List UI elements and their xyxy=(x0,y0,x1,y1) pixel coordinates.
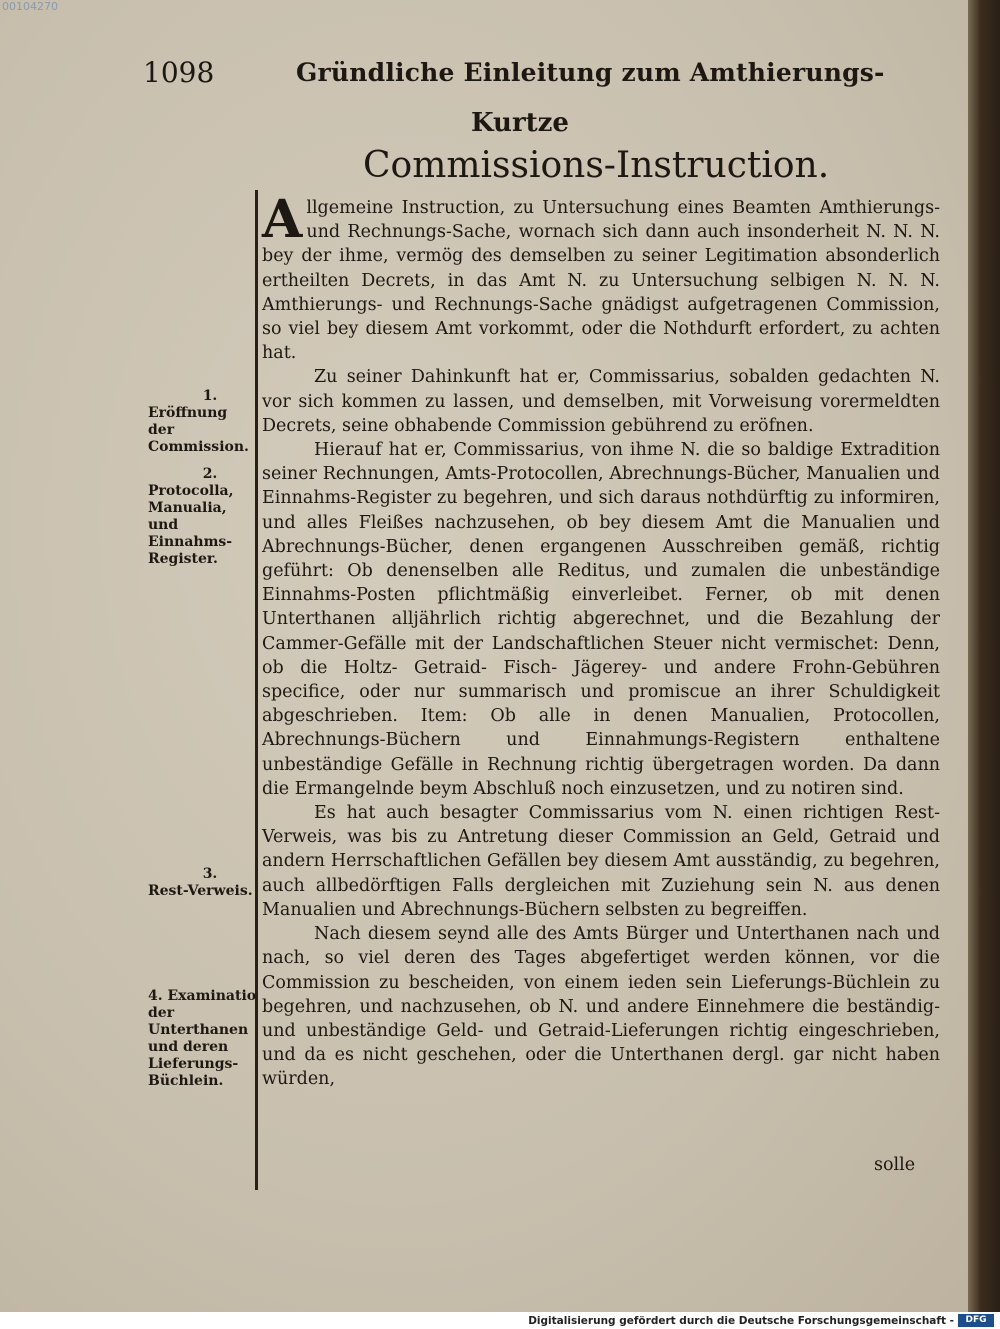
scan-id: 00104270 xyxy=(2,0,58,13)
margin-note-text: Eröffnung der Commission. xyxy=(148,405,249,455)
title-line-1: Kurtze xyxy=(471,108,569,138)
paragraph-4: Es hat auch besagter Commissarius vom N. einen richtigen Rest-Verweis, was bis zu Antretung dieser Commission an Geld, Getraid und andern Herrschaftlichen Gefällen bey diesem Amt ausständig, zu begehren, auch allbedörftigen Falls dergleichen mit Zuziehung sein N. aus denen Manualien und Abrechnungs-Büchern selbsten zu begreiffen. xyxy=(262,803,940,920)
paragraph-1 xyxy=(262,189,940,365)
footer-credit: Digitalisierung gefördert durch die Deutsche Forschungsgemeinschaft - xyxy=(528,1315,954,1327)
title-line-2: Commissions-Instruction. xyxy=(363,145,830,186)
drop-cap: A xyxy=(262,189,303,250)
dfg-logo: DFG xyxy=(958,1314,994,1327)
margin-note-number: 1. xyxy=(202,388,218,404)
margin-note-number: 2. xyxy=(202,466,218,482)
margin-note-1 xyxy=(148,388,258,456)
margin-note-text: Examinatio der Unterthanen und deren Lieferungs-Büchlein. xyxy=(148,988,257,1089)
margin-note-text: Rest-Verweis. xyxy=(148,883,253,899)
page-number: 1098 xyxy=(143,56,215,89)
margin-note-text: Protocolla, Manualia, und Einnahms-Register. xyxy=(148,483,234,567)
main-text xyxy=(262,189,940,1092)
book-spine-edge xyxy=(968,0,1000,1312)
running-head: Gründliche Einleitung zum Amthierungs- xyxy=(296,58,885,87)
margin-note-number: 4. xyxy=(148,988,163,1004)
paragraph-2: Zu seiner Dahinkunft hat er, Commissarius, sobalden gedachten N. vor sich kommen zu lassen, und demselben, mit Vorweisung vorermeldten Decrets, seine obhabende Commission gebührend zu eröfnen. xyxy=(262,367,940,436)
margin-note-number: 3. xyxy=(202,866,218,882)
catchword: solle xyxy=(874,1155,916,1175)
paragraph-text: llgemeine Instruction, zu Untersuchung eines Beamten Amthierungs- und Rechnungs-Sache, wornach sich dann auch insonderheit N. N. N. bey der ihme, vermög des demselben zu seiner Legitimation absonderlich ertheilten Decrets, in das Amt N. zu Untersuchung selbigen N. N. N. Amthierungs- und Rechnungs-Sache gnädigst aufgetragenen Commission, so viel bey diesem Amt vorkommt, oder die Nothdurft erfordert, zu achten hat. xyxy=(262,198,940,364)
margin-note-4 xyxy=(148,988,258,1090)
paragraph-3: Hierauf hat er, Commissarius, von ihme N. die so baldige Extradition seiner Rechnungen, Amts-Protocollen, Abrechnungs-Bücher, Manualien und Einnahms-Register zu begehren, und sich daraus nothdürftig zu informiren, und alles Fleißes nachzusehen, ob bey diesem Amt die Manualien und Abrechnungs-Bücher, denen ergangenen Ausschreiben gemäß, richtig geführt: Ob denenselben alle Reditus, und zumalen die unbeständige Einnahms-Posten pflichtmäßig einverleibet. Ferner, ob mit denen Unterthanen alljährlich richtig abgerechnet, und die Bezahlung der Cammer-Gefälle mit der Landschaftlichen Steuer nicht vermischet: Denn, ob die Holtz- Getraid- Fisch- Jägerey- und andere Frohn-Gebühren specifice, oder nur summarisch und promiscue an ihrer Schuldigkeit abgeschrieben. Item: Ob alle in denen Manualien, Protocollen, Abrechnungs-Büchern und Einnahmungs-Registern enthaltene unbeständige Gefälle in Rechnung richtig übergetragen worden. Da dann die Ermangelnde beym Abschluß noch einzusetzen, und zu notiren sind. xyxy=(262,440,940,799)
margin-note-3 xyxy=(148,866,258,900)
paragraph-5: Nach diesem seynd alle des Amts Bürger und Unterthanen nach und nach, so viel deren des Tages abgefertiget werden können, vor die Commission zu bescheiden, von einem ieden sein Lieferungs-Büchlein zu begehren, und nachzusehen, ob N. und andere Einnehmere die beständig- und unbeständige Geld- und Getraid-Lieferungen richtig eingeschrieben, und da es nicht geschehen, oder die Unterthanen dergl. gar nicht haben würden, xyxy=(262,924,940,1090)
margin-note-2 xyxy=(148,466,258,568)
